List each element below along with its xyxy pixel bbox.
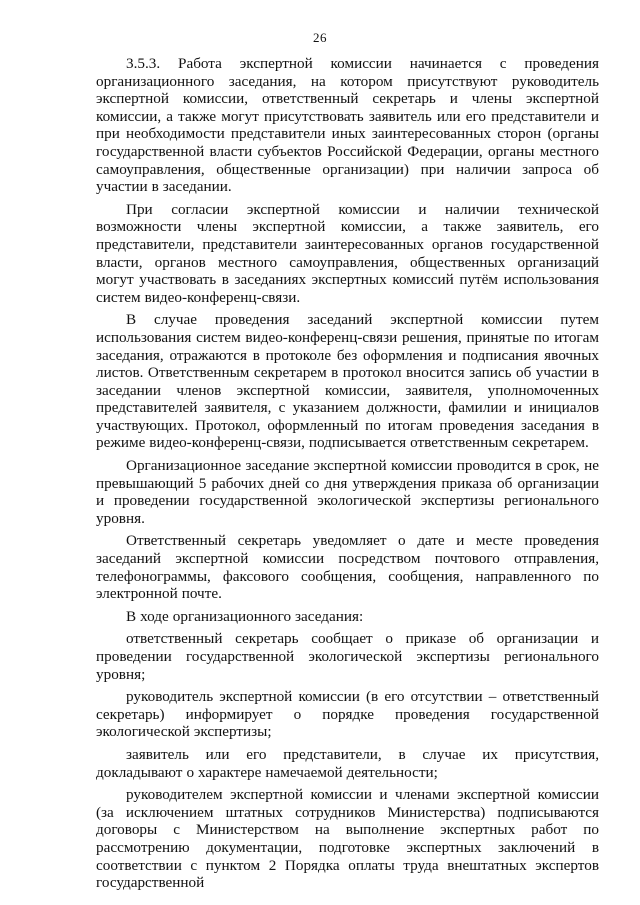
paragraph-secretary-notification: Ответственный секретарь уведомляет о дате и месте проведения заседаний экспертной комиссии посредством почтового отправления, телефонограммы, факсового сообщения, сообщения, направленного по электронной почте. (96, 532, 599, 603)
paragraph-3-5-3: 3.5.3. Работа экспертной комиссии начинается с проведения организационного заседания, на котором присутствуют руководитель экспертной комиссии, ответственный секретарь и члены экспертной комиссии, а также могут присутствовать заявитель или его представители и при необходимости представители иных заинтересованных сторон (органы государственной власти субъектов Российской Федерации, органы местного самоуправления, общественные организации) при наличии запроса об участии в заседании. (96, 55, 599, 196)
list-item-secretary-report: ответственный секретарь сообщает о приказе об организации и проведении государственной экологической экспертизы регионального уровня; (96, 630, 599, 683)
document-body (96, 55, 599, 892)
page-number: 26 (313, 30, 327, 45)
paragraph-meeting-agenda-intro: В ходе организационного заседания: (126, 607, 364, 625)
paragraph-video-conference-protocol: В случае проведения заседаний экспертной комиссии путем использования систем видео-конференц-связи решения, принятые по итогам заседания, отражаются в протоколе без оформления и подписания явочных листов. Ответственным секретарем в протокол вносится запись об участии в заседании членов экспертной комиссии, заявителя, уполномоченных представителей заявителя, с указанием должности, фамилии и инициалов участвующих. Протокол, оформленный по итогам проведения заседания в режиме видео-конференц-связи, подписывается ответственным секретарем. (96, 311, 599, 452)
paragraph-organizational-meeting-deadline: Организационное заседание экспертной комиссии проводится в срок, не превышающий 5 рабочих дней со дня утверждения приказа об организации и проведении государственной экологической экспертизы регионального уровня. (96, 457, 599, 527)
paragraph-video-conference-participation: При согласии экспертной комиссии и наличии технической возможности члены экспертной комиссии, а также заявитель, его представители, представители заинтересованных органов государственной власти, органов местного самоуправления, общественных организаций могут участвовать в заседаниях экспертных комиссий путём использования систем видео-конференц-связи. (96, 200, 599, 306)
list-item-contracts-signing: руководителем экспертной комиссии и членами экспертной комиссии (за исключением штатных сотрудников Министерства) подписываются договоры с Министерством на выполнение экспертных работ по рассмотрению документации, подготовке экспертных заключений в соответствии с пунктом 2 Порядка оплаты труда внештатных экспертов государственной (96, 786, 599, 892)
list-item-head-informs: руководитель экспертной комиссии (в его отсутствии – ответственный секретарь) информирует о порядке проведения государственной экологической экспертизы; (96, 688, 599, 741)
list-item-applicant-report: заявитель или его представители, в случае их присутствия, докладывают о характере намечаемой деятельности; (96, 745, 599, 781)
